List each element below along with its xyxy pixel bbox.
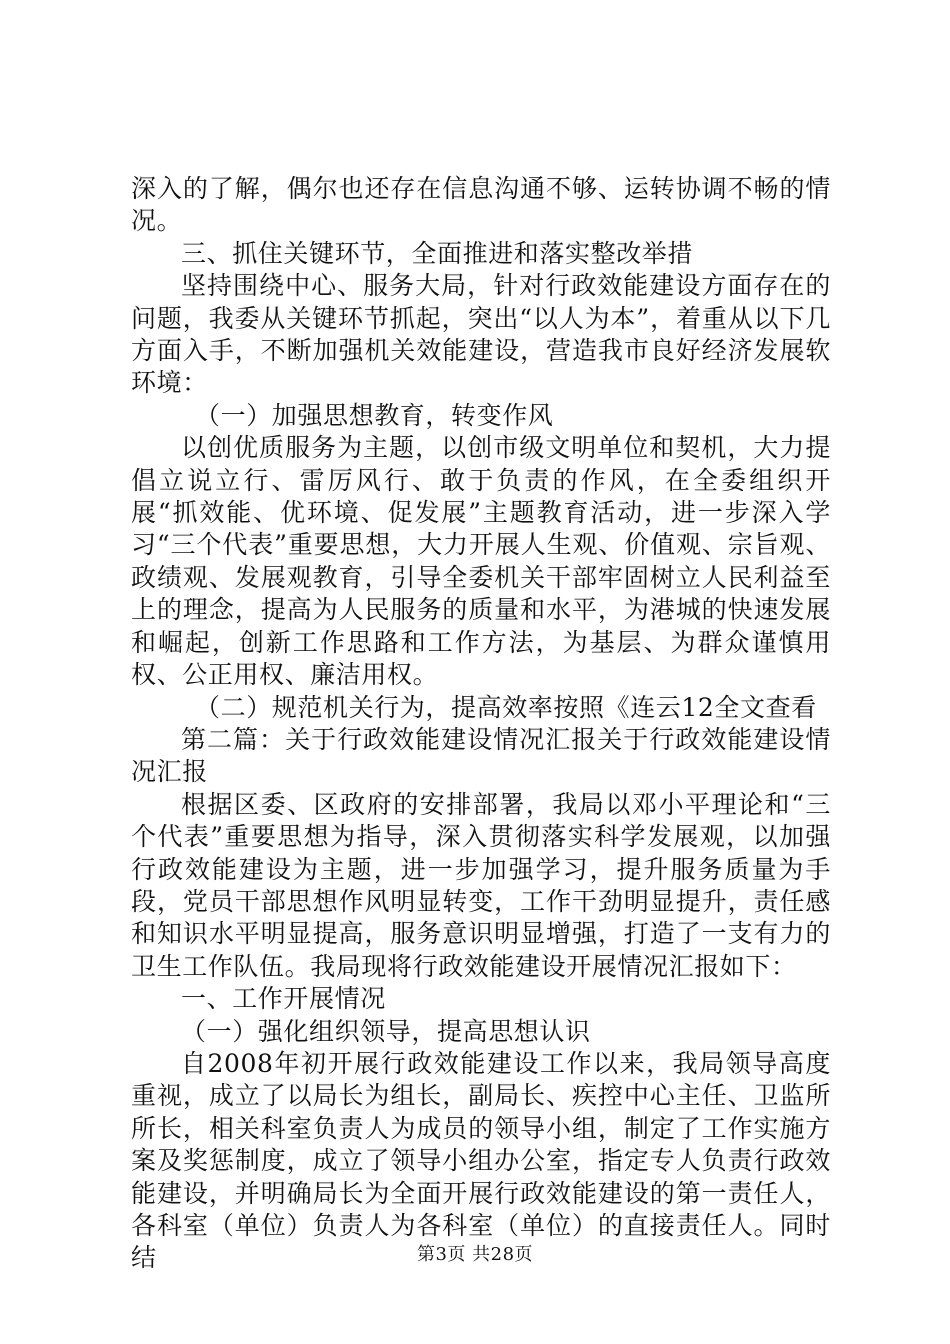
paragraph: 坚持围绕中心、服务大局，针对行政效能建设方面存在的问题，我委从关键环节抓起，突出“以人为本”，着重从以下几方面入手，不断加强机关效能建设，营造我市良好经济发展软环境： xyxy=(131,271,831,398)
subsection-heading-2: （二）规范机关行为，提高效率按照《连云12全文查看 xyxy=(195,692,817,722)
paragraph: 自2008年初开展行政效能建设工作以来，我局领导高度重视，成立了以局长为组长，副局长、疾控中心主任、卫监所所长，相关科室负责人为成员的领导小组，制定了工作实施方案及奖惩制度，成立了领导小组办公室，指定专人负责行政效能建设，并明确局长为全面开展行政效能建设的第一责任人，各科室（单位）负责人为各科室（单位）的直接责任人。同时结 xyxy=(131,1048,831,1273)
paragraph: 根据区委、区政府的安排部署，我局以邓小平理论和“三个代表”重要思想为指导，深入贯彻落实科学发展观，以加强行政效能建设为主题，进一步加强学习，提升服务质量为手段，党员干部思想作风明显转变，工作干劲明显提升，责任感和知识水平明显提高，服务意识明显增强，打造了一支有力的卫生工作队伍。我局现将行政效能建设开展情况汇报如下： xyxy=(131,789,831,981)
section-heading-3: 三、抓住关键环节，全面推进和落实整改举措 xyxy=(181,238,694,268)
paragraph-continuation: 深入的了解，偶尔也还存在信息沟通不够、运转协调不畅的情况。 xyxy=(131,174,831,236)
section-heading-1: 一、工作开展情况 xyxy=(181,984,386,1014)
subsection-heading-1: （一）强化组织领导，提高思想认识 xyxy=(181,1016,591,1046)
subsection-heading-1: （一）加强思想教育，转变作风 xyxy=(195,400,554,430)
chapter-title: 第二篇：关于行政效能建设情况汇报关于行政效能建设情况汇报 xyxy=(131,724,831,787)
page-number: 第3页 共28页 xyxy=(416,1244,534,1265)
document-body xyxy=(131,173,831,1275)
paragraph: 以创优质服务为主题，以创市级文明单位和契机，大力提倡立说立行、雷厉风行、敢于负责的作风，在全委组织开展“抓效能、优环境、促发展”主题教育活动，进一步深入学习“三个代表”重要思想，大力开展人生观、价值观、宗旨观、政绩观、发展观教育，引导全委机关干部牢固树立人民利益至上的理念，提高为人民服务的质量和水平，为港城的快速发展和崛起，创新工作思路和工作方法，为基层、为群众谨慎用权、公正用权、廉洁用权。 xyxy=(131,433,831,690)
